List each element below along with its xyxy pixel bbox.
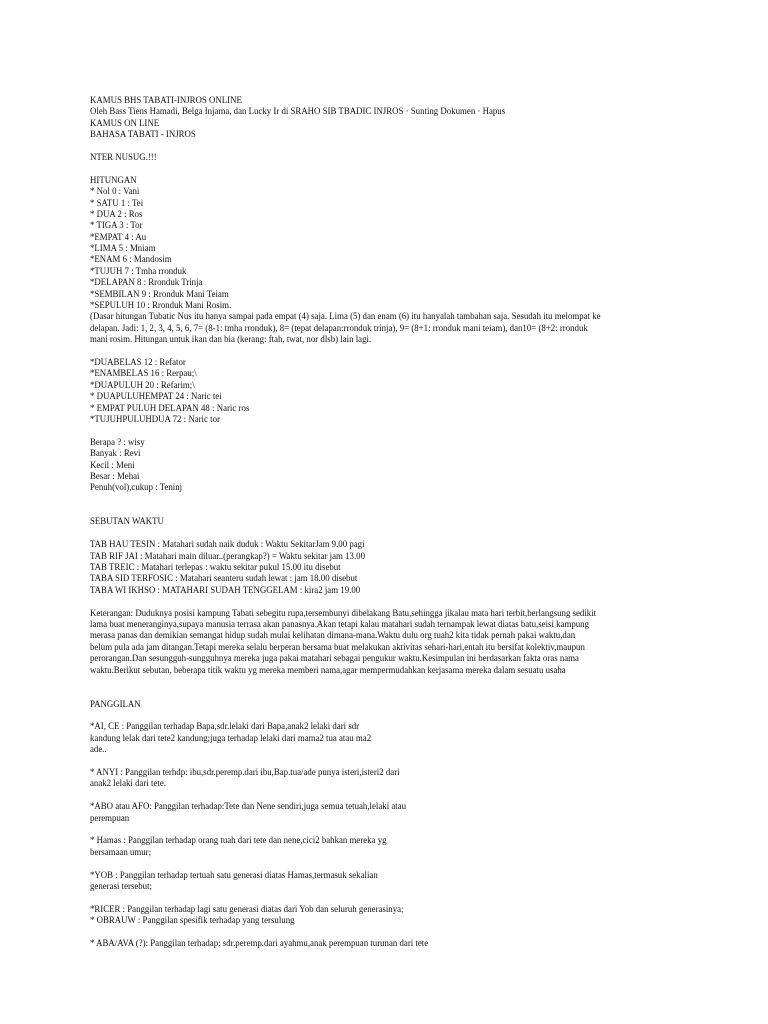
note-line: waktu.Berikut sebutan, beberapa titik waktu yg mereka memberi nama,agar mempermudahkan kerjasama mereka dalam sesuatu usaha	[90, 664, 566, 676]
greeting: NTER NUSUG.!!!	[90, 151, 157, 163]
list-item: *ENAM 6 : Mandosim	[90, 254, 172, 266]
entry-line: perempuan	[90, 812, 130, 824]
list-item: TAB HAU TESIN : Matahari sudah naik duduk : Waktu SekitarJam 9.00 pagi	[90, 539, 365, 551]
list-item: *LIMA 5 : Mniam	[90, 243, 156, 255]
document-byline: Oleh Bass Tiens Hamadi, Belga Injama, dan Lucky Ir di SRAHO SIB TBADIC INJROS · Sunting Dokumen · Hapus	[90, 106, 506, 118]
section-heading-waktu: SEBUTAN WAKTU	[90, 516, 164, 528]
list-item: Banyak : Revi	[90, 448, 141, 460]
entry-line: * OBRAUW : Panggilan spesifik terhadap yang tersulung	[90, 915, 295, 927]
list-item: *EMPAT 4 : Au	[90, 231, 147, 243]
note-line: delapan. Jadi: 1, 2, 3, 4, 5, 6, 7= (8-1: tmha rronduk), 8= (tepat delapan:rronduk trinja), 9= (8+1: rronduk mani teiam), dan10= (8+2: rronduk	[90, 322, 588, 334]
entry-line: *YOB : Panggilan terhadap tertuah satu generasi diatas Hamas,termasuk sekalian	[90, 869, 378, 881]
document-title: KAMUS BHS TABATI-INJROS ONLINE	[90, 95, 242, 106]
list-item: Berapa ? : wisy	[90, 436, 145, 448]
list-item: Penuh(vol),cukup : Teninj	[90, 482, 183, 494]
note-line: belum pula ada jam ditangan.Tetapi mereka selalu berperan bersama buat melakukan aktivitas sehari-hari,entah itu bersifat kolektiv,maupun	[90, 641, 585, 653]
note-line: (Dasar hitungan Tubatic Nus itu hanya sampai pada empat (4) saja. Lima (5) dan enam (6) itu hanyalah tambahan saja. Sesudah itu melompat ke	[90, 311, 601, 323]
list-item: * DUAPULUHEMPAT 24 : Naric tei	[90, 391, 222, 403]
list-item: TAB RIF JAI : Matahari main diluar..(perangkap?) = Waktu sekitar jam 13.00	[90, 550, 365, 562]
list-item: * Nol 0 : Vani	[90, 186, 140, 198]
list-item: * TIGA 3 : Tor	[90, 220, 143, 232]
entry-line: *ABO atau AFO: Panggilan terhadap:Tete dan Nene sendiri,juga semua tetuah,lelaki atau	[90, 801, 407, 813]
list-item: *DUABELAS 12 : Refator	[90, 356, 186, 368]
list-item: Besar : Mehai	[90, 470, 140, 482]
note-line: Keterangan: Duduknya posisi kampung Tabati sebegitu rupa,tersembunyi dibelakang Batu,sehingga jikalau mata hari terbit,berlangsung sedikit	[90, 607, 597, 619]
entry-line: kandung lelak dari tete2 kandung;juga terhadap lelaki dari mama2 tua atau ma2	[90, 732, 372, 744]
entry-line: *RICER : Panggilan terhadap lagi satu generasi diatas dari Yob dan seluruh generasinya;	[90, 903, 404, 915]
entry-line: bersamaan umur;	[90, 846, 152, 858]
document-page	[90, 95, 642, 949]
list-item: *ENAMBELAS 16 : Rerpau;\	[90, 368, 197, 380]
list-item: Kecil : Meni	[90, 459, 135, 471]
list-item: *TUJUHPULUHDUA 72 : Naric tor	[90, 413, 220, 425]
list-item: *DELAPAN 8 : Rronduk Trinja	[90, 277, 203, 289]
list-item: * SATU 1 : Tei	[90, 197, 144, 209]
entry-line: * ANYI : Panggilan terhdp: ibu,sdr.peremp.dari ibu,Bap.tua/ade punya isteri,isteri2 dari	[90, 767, 400, 779]
note-line: merasa panas dan demikian semangat hidup sudah mulai kelihatan dimana-mana.Waktu dulu org tuah2 kita tidak pernah pakai waktu,dan	[90, 630, 576, 642]
note-line: mani rosim. Hitungan untuk ikan dan bia (kerang: ftah, twat, nor dlsb) lain lagi.	[90, 334, 372, 346]
note-line: perorangan.Dan sesungguh-sungguhnya mereka juga pakai matahari sebagai pengukur waktu.Kesimpulan ini berdasarkan fakta oras nama	[90, 653, 579, 665]
list-item: *DUAPULUH 20 : Refarim;\	[90, 379, 195, 391]
entry-line: * Hamas : Panggilan terhadap orang tuah dari tete dan nene,cici2 bahkan mereka yg	[90, 835, 387, 847]
entry-line: generasi tersebut;	[90, 880, 153, 892]
list-item: TABA SID TERFOSIC : Matahari seanteru sudah lewat : jam 18.00 disebut	[90, 573, 358, 585]
list-item: TAB TREIC : Matahari terlepas : waktu sekitar pukul 15.00 itu disebut	[90, 562, 341, 574]
entry-line: * ABA/AVA (?): Panggilan terhadap: sdr.peremp.dari ayahmu,anak perempuan turunan dari tete	[90, 937, 429, 949]
entry-line: anak2 lelaki dari tete.	[90, 778, 166, 790]
document-subtitle: BAHASA TABATI - INJROS	[90, 129, 196, 141]
list-item: TABA WI IKHSO : MATAHARI SUDAH TENGGELAM : kira2 jam 19.00	[90, 584, 361, 596]
list-item: * DUA 2 : Ros	[90, 208, 143, 220]
document-subtitle: KAMUS ON LINE	[90, 117, 160, 129]
section-heading-panggilan: PANGGILAN	[90, 698, 141, 710]
section-heading-hitungan: HITUNGAN	[90, 174, 137, 186]
list-item: * EMPAT PULUH DELAPAN 48 : Naric ros	[90, 402, 250, 414]
list-item: *SEMBILAN 9 : Rronduk Mani Teiam	[90, 288, 229, 300]
list-item: *SEPULUH 10 : Rronduk Mani Rosim.	[90, 300, 232, 312]
entry-line: *AI, CE : Panggilan terhadap Bapa,sdr.lelaki dari Bapa,anak2 lelaki dari sdr	[90, 721, 360, 733]
list-item: *TUJUH 7 : Tmha rronduk	[90, 265, 187, 277]
note-line: lama buat meneranginya,supaya manusia terrasa akan panasnya.Akan tetapi kalau matahari sudah ternampak lewat diatas batu,seisi kampung	[90, 618, 589, 630]
entry-line: ade..	[90, 744, 107, 756]
